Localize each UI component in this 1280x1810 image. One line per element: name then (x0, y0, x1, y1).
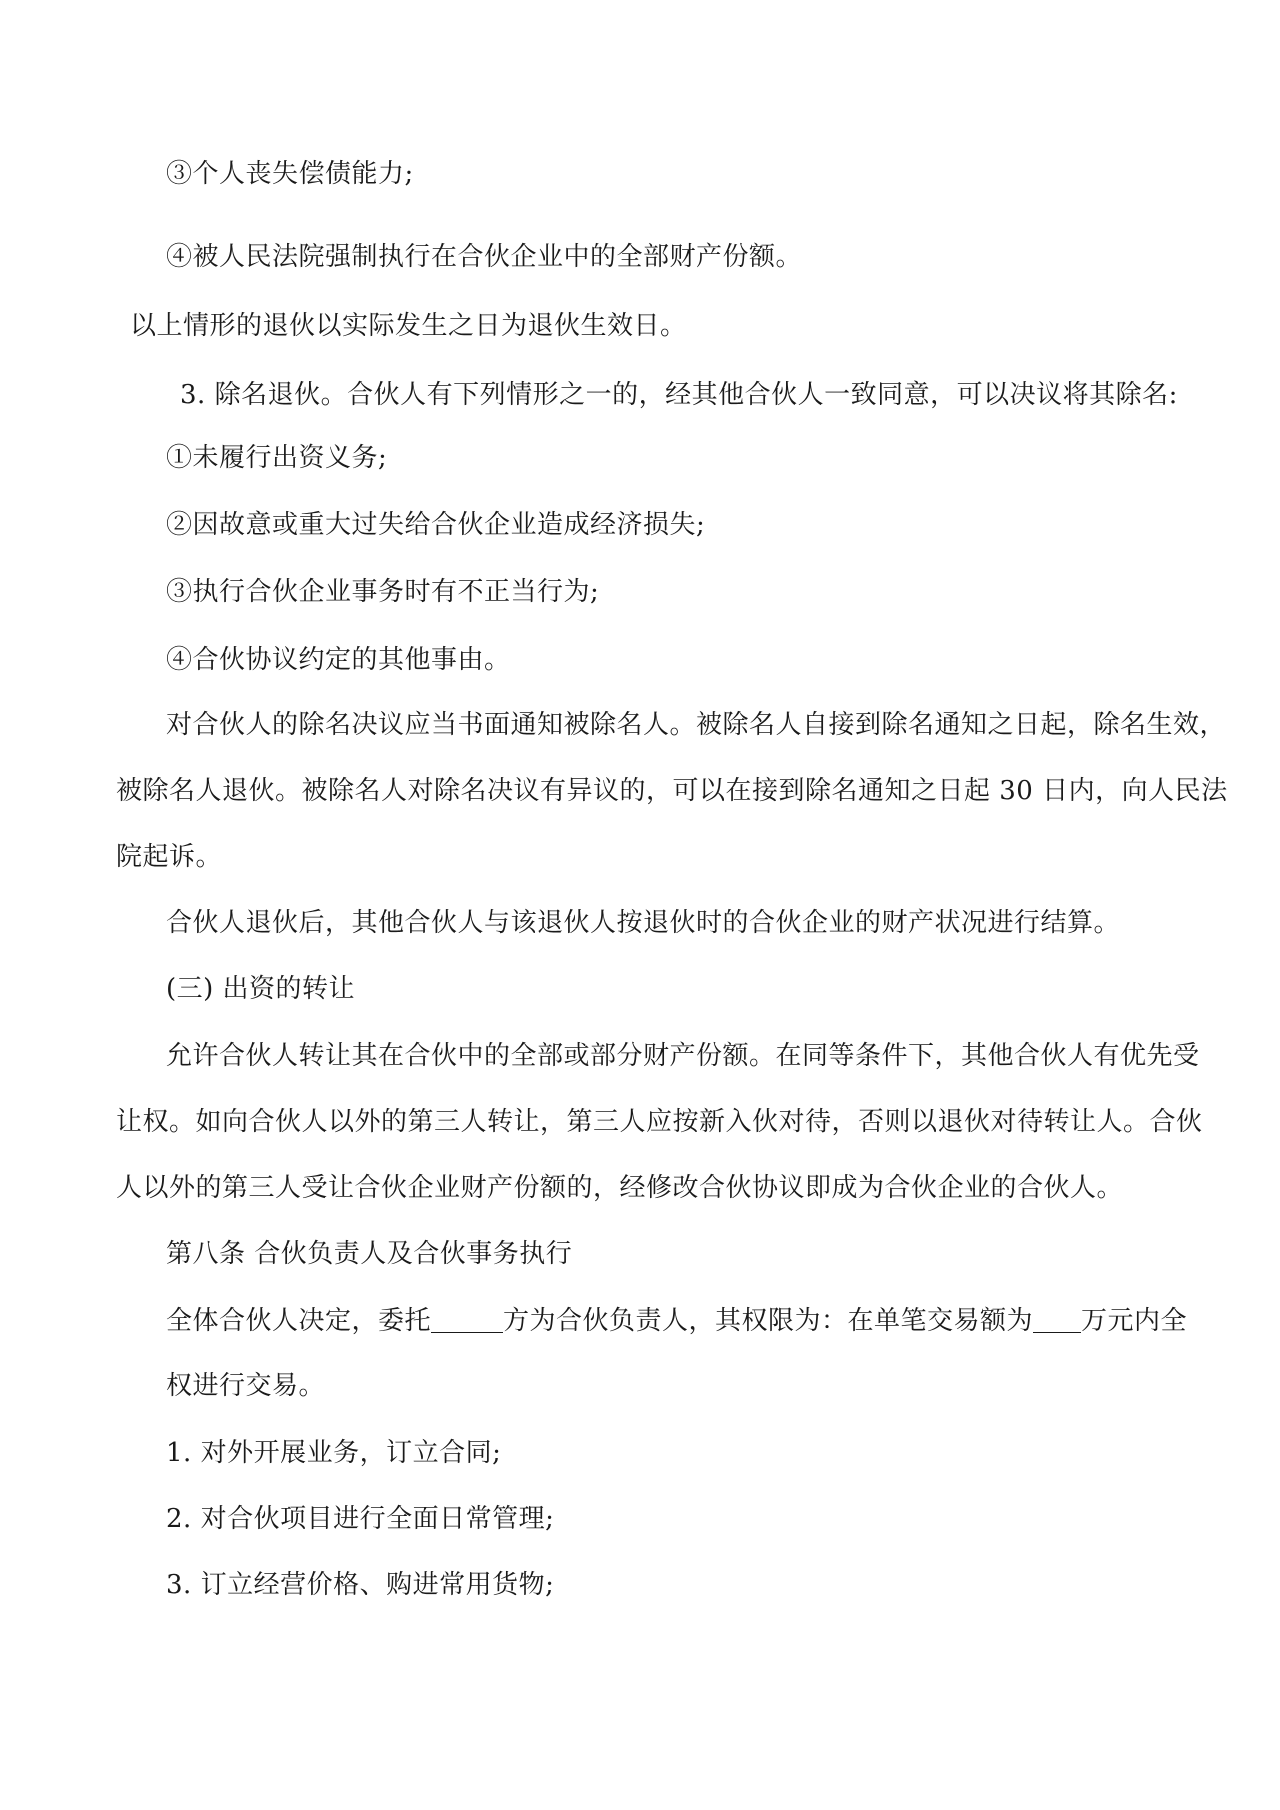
expulsion-item-4: ④合伙协议约定的其他事由。 (166, 645, 511, 675)
entrust-text-1: 全体合伙人决定，委托 (166, 1306, 432, 1336)
expulsion-notice-line-1: 对合伙人的除名决议应当书面通知被除名人。被除名人自接到除名通知之日起，除名生效， (166, 710, 1227, 740)
entrust-line (166, 1304, 1187, 1338)
expulsion-item-1: ①未履行出资义务; (166, 443, 388, 473)
section-transfer-heading: (三) 出资的转让 (166, 974, 356, 1004)
amount-blank (1033, 1306, 1081, 1333)
duty-item-2: 2. 对合伙项目进行全面日常管理; (166, 1504, 555, 1534)
expulsion-notice-line-2: 被除名人退伙。被除名人对除名决议有异议的，可以在接到除名通知之日起 30 日内，向人民法 (116, 776, 1228, 806)
item-4-enforcement: ④被人民法院强制执行在合伙企业中的全部财产份额。 (166, 242, 803, 272)
expulsion-notice-line-3: 院起诉。 (116, 842, 223, 872)
entrust-text-2: 方为合伙负责人，其权限为：在单笔交易额为 (503, 1306, 1034, 1336)
partner-name-blank (431, 1306, 503, 1333)
expulsion-heading: 3. 除名退伙。合伙人有下列情形之一的，经其他合伙人一致同意，可以决议将其除名: (180, 380, 1178, 410)
duty-item-1: 1. 对外开展业务，订立合同; (166, 1438, 502, 1468)
transfer-paragraph-line-3: 人以外的第三人受让合伙企业财产份额的，经修改合伙协议即成为合伙企业的合伙人。 (116, 1173, 1124, 1203)
transfer-paragraph-line-1: 允许合伙人转让其在合伙中的全部或部分财产份额。在同等条件下，其他合伙人有优先受 (166, 1041, 1200, 1071)
duty-item-3: 3. 订立经营价格、购进常用货物; (166, 1570, 555, 1600)
entrust-line-continued: 权进行交易。 (166, 1371, 326, 1401)
expulsion-item-2: ②因故意或重大过失给合伙企业造成经济损失; (166, 510, 706, 540)
entrust-text-3: 万元内全 (1081, 1306, 1188, 1336)
item-3-insolvency: ③个人丧失偿债能力; (166, 159, 414, 189)
settlement-paragraph: 合伙人退伙后，其他合伙人与该退伙人按退伙时的合伙企业的财产状况进行结算。 (166, 908, 1121, 938)
withdrawal-effective-date: 以上情形的退伙以实际发生之日为退伙生效日。 (130, 311, 687, 341)
expulsion-item-3: ③执行合伙企业事务时有不正当行为; (166, 577, 600, 607)
article-8-heading: 第八条 合伙负责人及合伙事务执行 (166, 1239, 573, 1269)
transfer-paragraph-line-2: 让权。如向合伙人以外的第三人转让，第三人应按新入伙对待，否则以退伙对待转让人。合伙 (116, 1107, 1203, 1137)
